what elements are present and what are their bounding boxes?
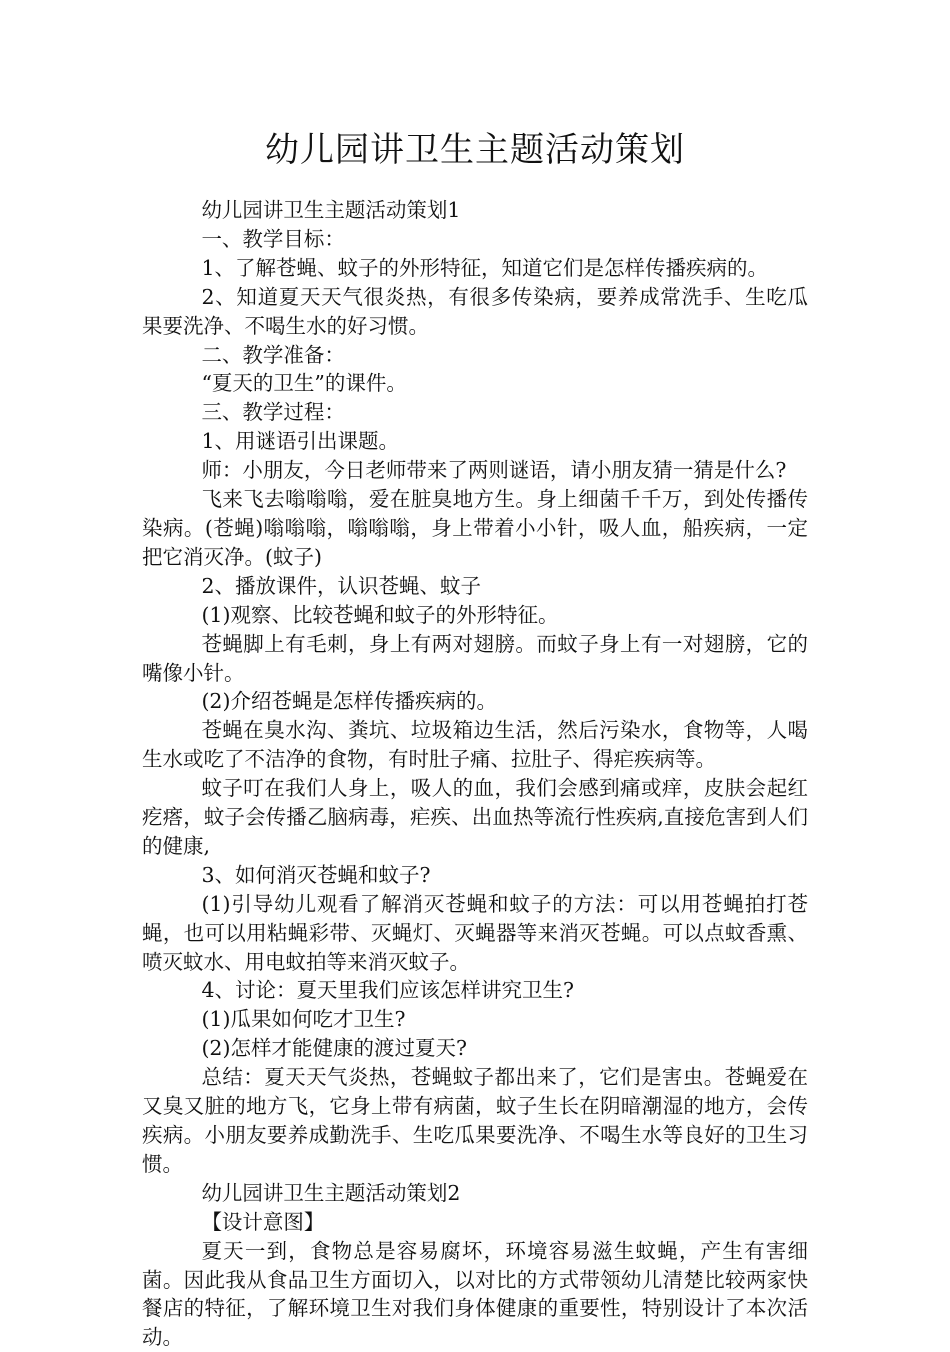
paragraph: 4、讨论：夏天里我们应该怎样讲究卫生? bbox=[201, 978, 574, 1003]
document-body bbox=[142, 196, 808, 1352]
heading-design-intent: 【设计意图】 bbox=[201, 1209, 325, 1234]
paragraph: (1)观察、比较苍蝇和蚊子的外形特征。 bbox=[201, 602, 559, 627]
paragraph: 师：小朋友，今日老师带来了两则谜语，请小朋友猜一猜是什么? bbox=[201, 458, 787, 483]
heading-teaching-process: 三、教学过程： bbox=[201, 400, 345, 425]
heading-teaching-preparation: 二、教学准备： bbox=[201, 342, 345, 367]
paragraph: 2、播放课件，认识苍蝇、蚊子 bbox=[201, 573, 481, 598]
paragraph: 3、如何消灭苍蝇和蚊子? bbox=[201, 862, 431, 887]
paragraph: 蚊子叮在我们人身上，吸人的血，我们会感到痛或痒，皮肤会起红疙瘩，蚊子会传播乙脑病毒，疟疾、出血热等流行性疾病,直接危害到人们的健康, bbox=[142, 776, 808, 858]
paragraph: 总结：夏天天气炎热，苍蝇蚊子都出来了，它们是害虫。苍蝇爱在又臭又脏的地方飞，它身上带有病菌，蚊子生长在阴暗潮湿的地方，会传疾病。小朋友要养成勤洗手、生吃瓜果要洗净、不喝生水等良好的卫生习惯。 bbox=[142, 1065, 808, 1176]
paragraph: 飞来飞去嗡嗡嗡，爱在脏臭地方生。身上细菌千千万，到处传播传染病。(苍蝇)嗡嗡嗡，嗡嗡嗡，身上带着小小针，吸人血，船疾病，一定把它消灭净。(蚊子) bbox=[142, 487, 808, 569]
paragraph: (1)引导幼儿观看了解消灭苍蝇和蚊子的方法：可以用苍蝇拍打苍蝇，也可以用粘蝇彩带、灭蝇灯、灭蝇器等来消灭苍蝇。可以点蚊香熏、喷灭蚊水、用电蚊拍等来消灭蚊子。 bbox=[142, 891, 808, 974]
paragraph: 1、用谜语引出课题。 bbox=[201, 429, 399, 454]
paragraph: “夏天的卫生”的课件。 bbox=[201, 371, 407, 396]
paragraph: (2)怎样才能健康的渡过夏天? bbox=[201, 1036, 467, 1061]
paragraph: 1、了解苍蝇、蚊子的外形特征，知道它们是怎样传播疾病的。 bbox=[201, 255, 768, 280]
document-title: 幼儿园讲卫生主题活动策划 bbox=[265, 130, 685, 170]
paragraph: 夏天一到，食物总是容易腐坏，环境容易滋生蚊蝇，产生有害细菌。因此我从食品卫生方面切入，以对比的方式带领幼儿清楚比较两家快餐店的特征，了解环境卫生对我们身体健康的重要性，特别设计了本次活动。 bbox=[142, 1238, 808, 1350]
paragraph: (1)瓜果如何吃才卫生? bbox=[201, 1007, 406, 1032]
paragraph: 苍蝇脚上有毛刺，身上有两对翅膀。而蚊子身上有一对翅膀，它的嘴像小针。 bbox=[142, 631, 808, 685]
paragraph: 2、知道夏天天气很炎热，有很多传染病，要养成常洗手、生吃瓜果要洗净、不喝生水的好习惯。 bbox=[142, 284, 808, 338]
heading-teaching-goals: 一、教学目标： bbox=[201, 226, 345, 251]
section-heading-plan-2: 幼儿园讲卫生主题活动策划2 bbox=[201, 1180, 461, 1205]
paragraph: (2)介绍苍蝇是怎样传播疾病的。 bbox=[201, 689, 497, 714]
section-heading-plan-1: 幼儿园讲卫生主题活动策划1 bbox=[201, 198, 461, 222]
paragraph: 苍蝇在臭水沟、粪坑、垃圾箱边生活，然后污染水，食物等，人喝生水或吃了不洁净的食物，有时肚子痛、拉肚子、得疟疾病等。 bbox=[142, 718, 808, 772]
